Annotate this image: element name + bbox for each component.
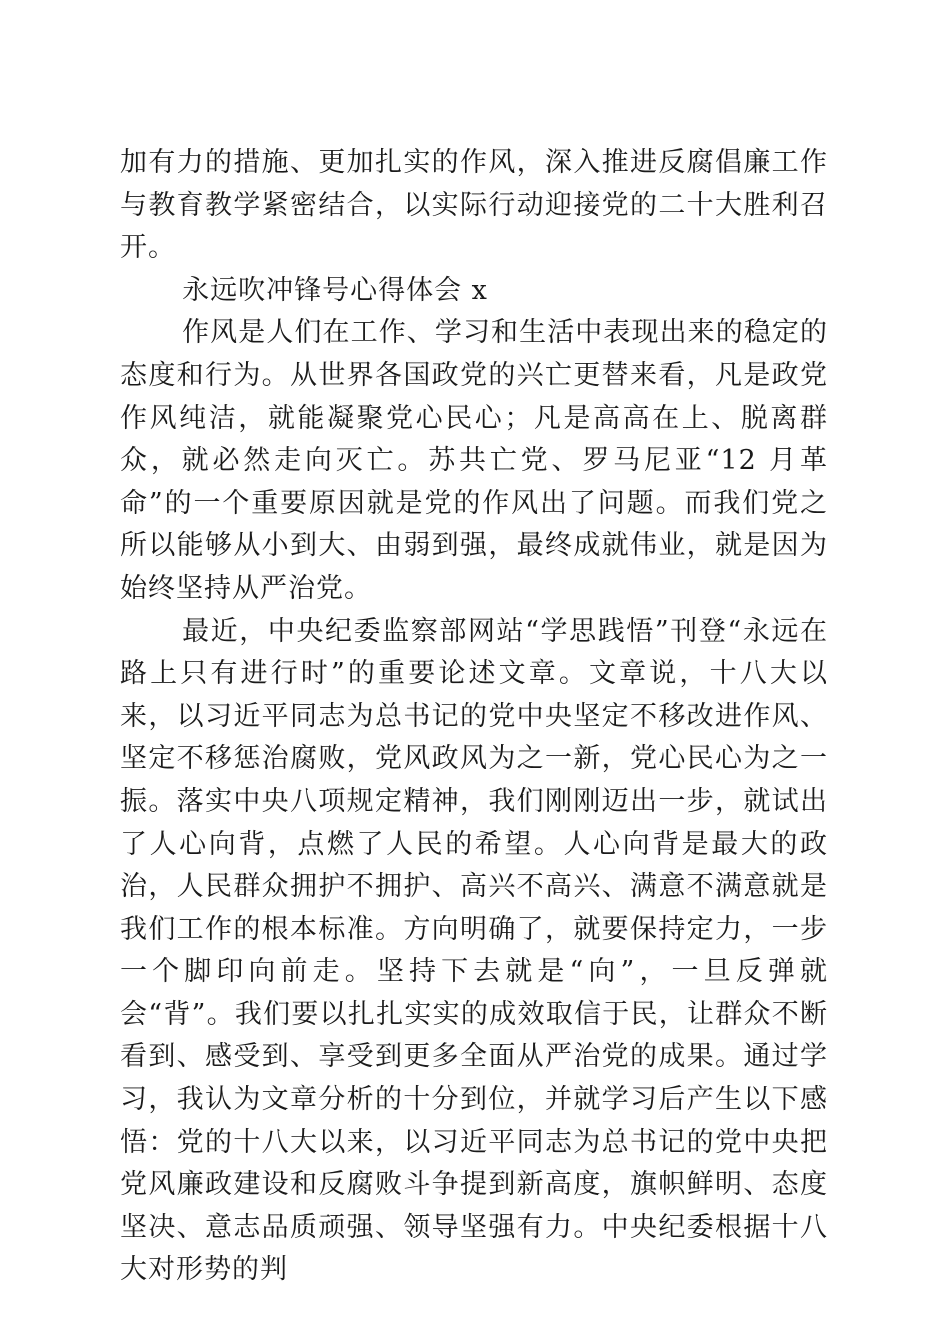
- document-body: [120, 142, 828, 1292]
- paragraph-work-style: 作风是人们在工作、学习和生活中表现出来的稳定的态度和行为。从世界各国政党的兴亡更替来看，凡是政党作风纯洁，就能凝聚党心民心；凡是高高在上、脱离群众，就必然走向灭亡。苏共亡党、罗马尼亚“12 月革命”的一个重要原因就是党的作风出了问题。而我们党之所以能够从小到大、由弱到强，最终成就伟业，就是因为始终坚持从严治党。: [120, 317, 828, 604]
- paragraph-recent-article: 最近，中央纪委监察部网站“学思践悟”刊登“永远在路上只有进行时”的重要论述文章。文章说，十八大以来，以习近平同志为总书记的党中央坚定不移改进作风、坚定不移惩治腐败，党风政风为之一新，党心民心为之一振。落实中央八项规定精神，我们刚刚迈出一步，就试出了人心向背，点燃了人民的希望。人心向背是最大的政治，人民群众拥护不拥护、高兴不高兴、满意不满意就是我们工作的根本标准。方向明确了，就要保持定力，一步一个脚印向前走。坚持下去就是“向”，一旦反弹就会“背”。我们要以扎扎实实的成效取信于民，让群众不断看到、感受到、享受到更多全面从严治党的成果。通过学习，我认为文章分析的十分到位，并就学习后产生以下感悟：党的十八大以来，以习近平同志为总书记的党中央把党风廉政建设和反腐败斗争提到新高度，旗帜鲜明、态度坚决、意志品质顽强、领导坚强有力。中央纪委根据十八大对形势的判: [120, 615, 828, 1286]
- paragraph-continuation: 加有力的措施、更加扎实的作风，深入推进反腐倡廉工作与教育教学紧密结合，以实际行动迎接党的二十大胜利召开。: [120, 147, 828, 264]
- section-heading: 永远吹冲锋号心得体会 x: [182, 274, 488, 306]
